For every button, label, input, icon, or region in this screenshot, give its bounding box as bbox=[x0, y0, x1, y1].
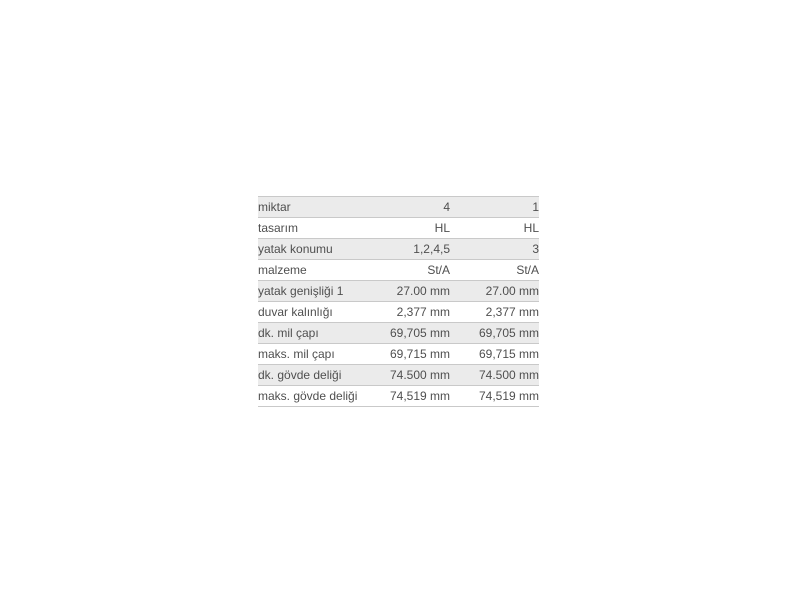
spec-value-col1: 69,705 mm bbox=[370, 323, 450, 344]
spec-row-label: maks. gövde deliği bbox=[258, 386, 370, 407]
spec-value-col1: 1,2,4,5 bbox=[370, 239, 450, 260]
table-row bbox=[258, 281, 539, 302]
spec-table-container bbox=[258, 196, 539, 407]
spec-value-col2: HL bbox=[450, 218, 539, 239]
spec-value-col2: 2,377 mm bbox=[450, 302, 539, 323]
spec-value-col1: 2,377 mm bbox=[370, 302, 450, 323]
spec-value-col2: 74.500 mm bbox=[450, 365, 539, 386]
table-row bbox=[258, 344, 539, 365]
spec-row-label: maks. mil çapı bbox=[258, 344, 370, 365]
spec-value-col1: 27.00 mm bbox=[370, 281, 450, 302]
table-row bbox=[258, 323, 539, 344]
table-row bbox=[258, 197, 539, 218]
spec-value-col2: 69,705 mm bbox=[450, 323, 539, 344]
spec-value-col2: 74,519 mm bbox=[450, 386, 539, 407]
spec-value-col2: St/A bbox=[450, 260, 539, 281]
spec-value-col1: HL bbox=[370, 218, 450, 239]
spec-value-col1: St/A bbox=[370, 260, 450, 281]
table-row bbox=[258, 239, 539, 260]
spec-value-col1: 4 bbox=[370, 197, 450, 218]
spec-row-label: tasarım bbox=[258, 218, 370, 239]
table-row bbox=[258, 386, 539, 407]
spec-value-col2: 1 bbox=[450, 197, 539, 218]
spec-row-label: miktar bbox=[258, 197, 370, 218]
spec-row-label: yatak genişliği 1 bbox=[258, 281, 370, 302]
spec-row-label: malzeme bbox=[258, 260, 370, 281]
table-row bbox=[258, 365, 539, 386]
spec-row-label: yatak konumu bbox=[258, 239, 370, 260]
spec-value-col1: 74.500 mm bbox=[370, 365, 450, 386]
spec-value-col1: 74,519 mm bbox=[370, 386, 450, 407]
spec-table bbox=[258, 196, 539, 407]
spec-value-col1: 69,715 mm bbox=[370, 344, 450, 365]
spec-row-label: dk. mil çapı bbox=[258, 323, 370, 344]
table-row bbox=[258, 218, 539, 239]
table-row bbox=[258, 302, 539, 323]
spec-row-label: dk. gövde deliği bbox=[258, 365, 370, 386]
spec-table-body bbox=[258, 197, 539, 407]
spec-value-col2: 69,715 mm bbox=[450, 344, 539, 365]
table-row bbox=[258, 260, 539, 281]
spec-row-label: duvar kalınlığı bbox=[258, 302, 370, 323]
spec-value-col2: 3 bbox=[450, 239, 539, 260]
spec-value-col2: 27.00 mm bbox=[450, 281, 539, 302]
